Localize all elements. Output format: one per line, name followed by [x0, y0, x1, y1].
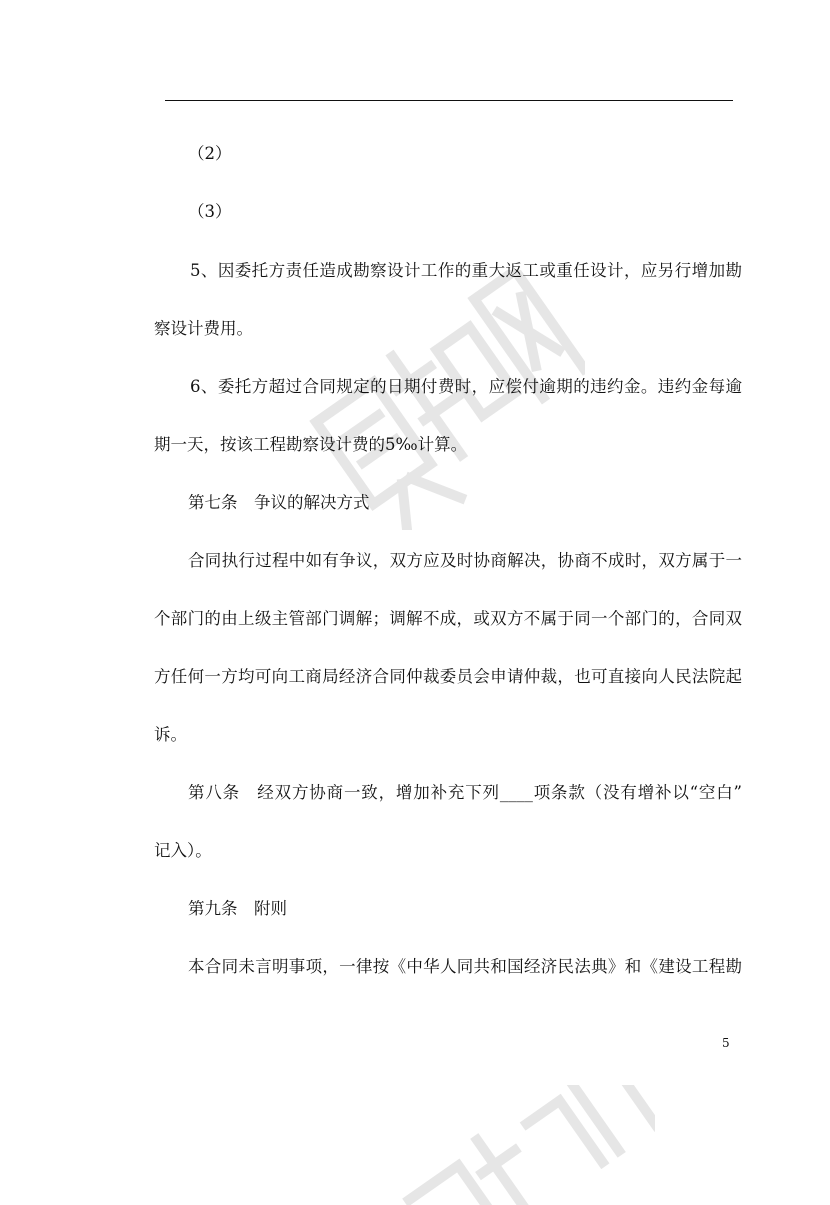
article-8-line-2: 记入）。: [154, 841, 212, 860]
article-7-paragraph-line-4: 诉。: [154, 725, 187, 744]
article-7-paragraph-line-3: 方任何一方均可向工商局经济合同仲裁委员会申请仲裁，也可直接向人民法院起: [154, 667, 742, 686]
header-rule: [165, 100, 733, 101]
page-number: 5: [722, 1036, 730, 1050]
article-9-heading: 第九条 附则: [188, 899, 287, 918]
paragraph-clause-6-line-1: 6、委托方超过合同规定的日期付费时，应偿付逾期的违约金。违约金每逾: [190, 377, 742, 396]
article-9-paragraph-line-1: 本合同未言明事项，一律按《中华人同共和国经济民法典》和《建设工程勘: [188, 957, 742, 976]
paragraph-clause-5-line-1: 5、因委托方责任造成勘察设计工作的重大返工或重任设计，应另行增加勘: [190, 261, 742, 280]
list-item-2: （2）: [188, 144, 232, 163]
article-7-heading: 第七条 争议的解决方式: [188, 493, 370, 512]
article-8-line-1: 第八条 经双方协商一致，增加补充下列____项条款（没有增补以“空白”: [188, 783, 742, 802]
list-item-3: （3）: [188, 202, 232, 221]
paragraph-clause-5-line-2: 察设计费用。: [154, 319, 253, 338]
article-7-paragraph-line-1: 合同执行过程中如有争议，双方应及时协商解决，协商不成时，双方属于一: [188, 551, 742, 570]
paragraph-clause-6-line-2: 期一天，按该工程勘察设计费的5‰计算。: [154, 435, 468, 454]
article-7-paragraph-line-2: 个部门的由上级主管部门调解；调解不成，或双方不属于同一个部门的，合同双: [154, 609, 742, 628]
watermark-graphic: [285, 270, 585, 530]
watermark-label: 觅知网: [420, 397, 450, 408]
watermark-graphic-bottom: [355, 1085, 655, 1205]
